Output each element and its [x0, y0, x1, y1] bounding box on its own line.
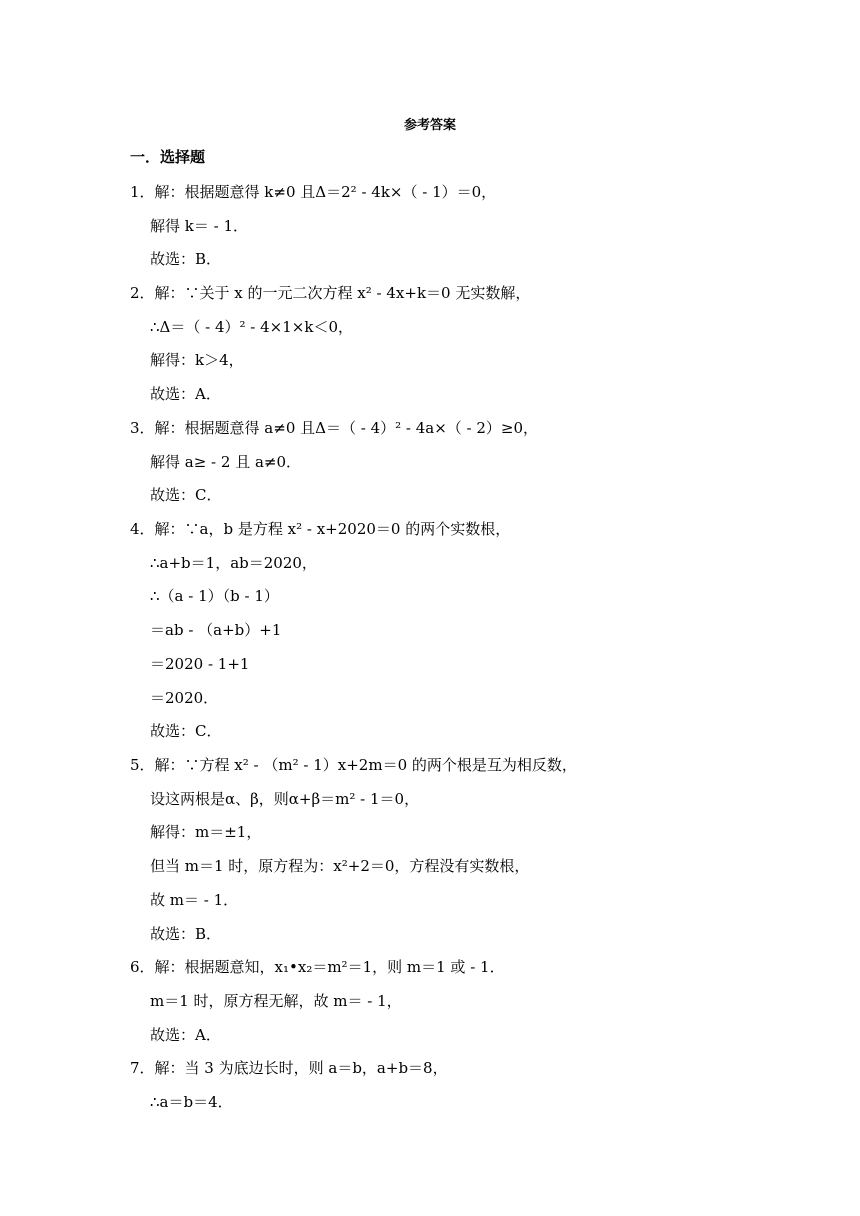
answer-line: 故选：A．: [150, 385, 221, 403]
answer-line: 故选：C．: [150, 722, 222, 740]
answer-line: 解得 a≥ - 2 且 a≠0．: [150, 453, 302, 471]
section-heading: 一．选择题: [130, 148, 206, 166]
answer-line: 2．解：∵关于 x 的一元二次方程 x² - 4x+k＝0 无实数解，: [130, 284, 531, 302]
answer-line: 故选：B．: [150, 250, 222, 268]
answer-line: ∴a+b＝1，ab＝2020，: [150, 554, 317, 572]
answer-line: m＝1 时，原方程无解，故 m＝ - 1，: [150, 992, 402, 1010]
answer-line: ∴（a - 1）（b - 1）: [150, 587, 279, 605]
answer-line: 6．解：根据题意知，x₁•x₂＝m²＝1，则 m＝1 或 - 1．: [130, 958, 505, 976]
answer-line: 故选：B．: [150, 925, 222, 943]
answer-line: 解得 k＝ - 1．: [150, 217, 249, 235]
answer-line: 解得：k＞4，: [150, 351, 244, 369]
answer-line: 7．解：当 3 为底边长时，则 a＝b，a+b＝8，: [130, 1059, 448, 1077]
answer-line: 1．解：根据题意得 k≠0 且Δ＝2² - 4k×（ - 1）＝0，: [130, 183, 497, 201]
answer-line: 但当 m＝1 时，原方程为：x²+2＝0，方程没有实数根，: [150, 857, 530, 875]
answer-line: ∴a＝b＝4．: [150, 1093, 233, 1111]
answer-line: 解得：m＝±1，: [150, 823, 262, 841]
answer-line: ＝2020 - 1+1: [150, 655, 250, 673]
answer-line: 故选：C．: [150, 486, 222, 504]
answer-line: ＝ab - （a+b）+1: [150, 621, 282, 639]
answer-line: 4．解：∵a，b 是方程 x² - x+2020＝0 的两个实数根，: [130, 520, 511, 538]
answer-line: ＝2020．: [150, 689, 219, 707]
page-title: 参考答案: [403, 118, 456, 133]
answer-line: ∴Δ＝（ - 4）² - 4×1×k＜0，: [150, 318, 353, 336]
answer-line: 设这两根是α、β，则α+β＝m² - 1＝0，: [150, 790, 420, 808]
answer-line: 3．解：根据题意得 a≠0 且Δ＝（ - 4）² - 4a×（ - 2）≥0，: [130, 419, 539, 437]
answer-line: 故 m＝ - 1．: [150, 891, 239, 909]
answer-line: 故选：A．: [150, 1026, 221, 1044]
answer-line: 5．解：∵方程 x² - （m² - 1）x+2m＝0 的两个根是互为相反数，: [130, 756, 577, 774]
